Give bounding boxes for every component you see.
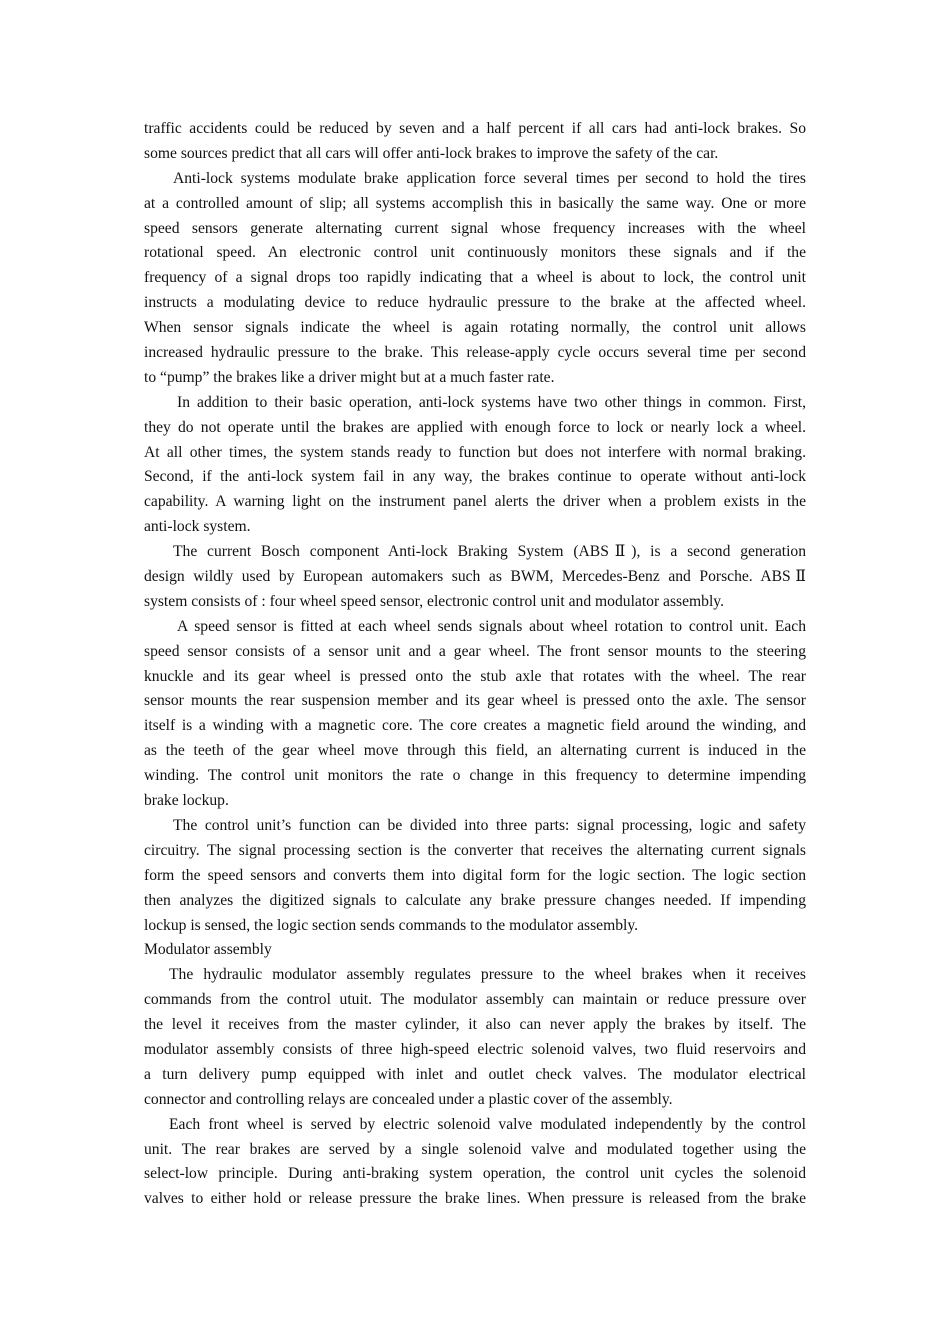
paragraph-common-features bbox=[144, 391, 806, 540]
text-line: frequency of a signal drops too rapidly indicating that a wheel is about to lock, the control unit bbox=[144, 269, 806, 287]
text-line: lockup is sensed, the logic section sends commands to the modulator assembly. bbox=[144, 916, 639, 934]
text-line: In addition to their basic operation, anti-lock systems have two other things in common. First, bbox=[177, 393, 806, 411]
text-line: When sensor signals indicate the wheel is again rotating normally, the control unit allows bbox=[144, 319, 806, 337]
text-line: rotational speed. An electronic control unit continuously monitors these signals and if the bbox=[144, 244, 806, 262]
text-line: speed sensors generate alternating current signal whose frequency increases with the wheel bbox=[144, 219, 806, 237]
text-line: then analyzes the digitized signals to calculate any brake pressure changes needed. If impending bbox=[144, 891, 806, 909]
paragraph-solenoid-valves bbox=[144, 1113, 806, 1213]
text-line: itself is a winding with a magnetic core. The core creates a magnetic field around the winding, and bbox=[144, 717, 806, 735]
text-line: the level it receives from the master cylinder, it also can never apply the brakes by itself. The bbox=[144, 1016, 806, 1034]
section-heading: Modulator assembly bbox=[144, 941, 272, 959]
text-line: speed sensor consists of a sensor unit and a gear wheel. The front sensor mounts to the steering bbox=[144, 642, 806, 660]
text-line: A speed sensor is fitted at each wheel sends signals about wheel rotation to control unit. Each bbox=[177, 617, 806, 635]
text-line: commands from the control utuit. The modulator assembly can maintain or reduce pressure over bbox=[144, 991, 806, 1009]
text-line: modulator assembly consists of three high-speed electric solenoid valves, two fluid reservoirs and bbox=[144, 1040, 806, 1058]
text-line: knuckle and its gear wheel is pressed onto the stub axle that rotates with the wheel. The rear bbox=[144, 667, 806, 685]
text-line: Anti-lock systems modulate brake application force several times per second to hold the tires bbox=[173, 169, 806, 187]
text-line: Second, if the anti-lock system fail in any way, the brakes continue to operate without anti-lock bbox=[144, 468, 806, 486]
text-line: valves to either hold or release pressure the brake lines. When pressure is released from the brake bbox=[144, 1190, 806, 1208]
paragraph-antilock-operation bbox=[144, 167, 806, 391]
text-line: circuitry. The signal processing section is the converter that receives the alternating current signals bbox=[144, 841, 806, 859]
text-line: they do not operate until the brakes are applied with enough force to lock or nearly lock a wheel. bbox=[144, 418, 806, 436]
paragraph-speed-sensor bbox=[144, 615, 806, 814]
text-line: instructs a modulating device to reduce hydraulic pressure to the brake at the affected wheel. bbox=[144, 294, 806, 312]
document-page bbox=[144, 117, 806, 1212]
text-line: select-low principle. During anti-braking system operation, the control unit cycles the solenoid bbox=[144, 1165, 806, 1183]
text-line: sensor mounts the rear suspension member and its gear wheel is pressed onto the axle. The sensor bbox=[144, 692, 806, 710]
text-line: winding. The control unit monitors the rate o change in this frequency to determine impending bbox=[144, 767, 806, 785]
text-line: The control unit’s function can be divided into three parts: signal processing, logic and safety bbox=[173, 816, 806, 834]
text-line: unit. The rear brakes are served by a single solenoid valve and modulated together using the bbox=[144, 1140, 806, 1158]
paragraph-intro-continuation bbox=[144, 117, 806, 167]
text-line: Each front wheel is served by electric solenoid valve modulated independently by the control bbox=[169, 1115, 806, 1133]
text-line: The current Bosch component Anti-lock Braking System (ABSⅡ), is a second generation bbox=[173, 543, 806, 561]
text-line: capability. A warning light on the instrument panel alerts the driver when a problem exists in the bbox=[144, 493, 806, 511]
text-line: At all other times, the system stands ready to function but does not interfere with normal braking. bbox=[144, 443, 806, 461]
text-line: connector and controlling relays are concealed under a plastic cover of the assembly. bbox=[144, 1090, 673, 1108]
text-line: The hydraulic modulator assembly regulates pressure to the wheel brakes when it receives bbox=[169, 966, 806, 984]
paragraph-modulator-assembly bbox=[144, 963, 806, 1112]
text-line: brake lockup. bbox=[144, 792, 229, 810]
paragraph-bosch-abs bbox=[144, 540, 806, 615]
text-line: form the speed sensors and converts them into digital form for the logic section. The logic section bbox=[144, 866, 806, 884]
text-line: at a controlled amount of slip; all systems accomplish this in basically the same way. One or more bbox=[144, 194, 806, 212]
section-heading-modulator-assembly bbox=[144, 938, 806, 963]
text-line: a turn delivery pump equipped with inlet and outlet check valves. The modulator electrical bbox=[144, 1065, 806, 1083]
text-line: some sources predict that all cars will offer anti-lock brakes to improve the safety of the car. bbox=[144, 144, 719, 162]
text-line: system consists of : four wheel speed sensor, electronic control unit and modulator assembly. bbox=[144, 592, 724, 610]
text-line: to “pump” the brakes like a driver might but at a much faster rate. bbox=[144, 368, 555, 386]
paragraph-control-unit bbox=[144, 814, 806, 938]
text-line: as the teeth of the gear wheel move through this field, an alternating current is induced in the bbox=[144, 742, 806, 760]
text-line: increased hydraulic pressure to the brake. This release-apply cycle occurs several time per second bbox=[144, 344, 806, 362]
text-line: design wildly used by European automakers such as BWM, Mercedes-Benz and Porsche. ABSⅡ bbox=[144, 568, 806, 586]
text-line: traffic accidents could be reduced by seven and a half percent if all cars had anti-lock brakes. So bbox=[144, 120, 806, 137]
text-line: anti-lock system. bbox=[144, 518, 251, 536]
